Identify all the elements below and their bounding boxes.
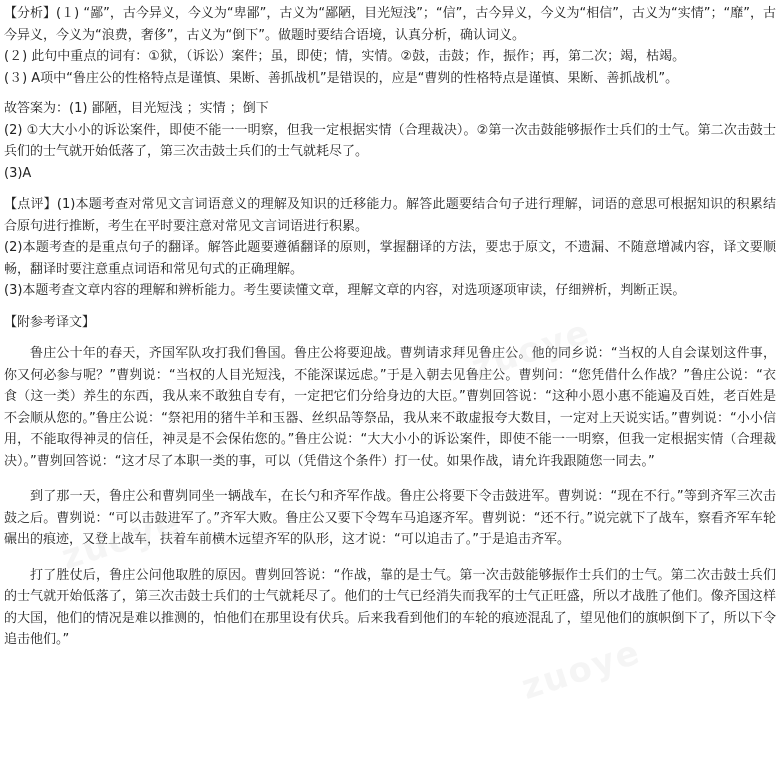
answer-line-1: 故答案为：(1) 鄙陋，目光短浅 ；实情 ；倒下 (4, 101, 269, 116)
comment-paragraph-2: (2)本题考查的是重点句子的翻译。解答此题要遵循翻译的原则，掌握翻译的方法，要忠于原文，不遗漏、不随意增减内容，译文要顺畅，翻译时要注意重点词语和常见句式的正确理解。 (4, 240, 776, 277)
analysis-paragraph-2: (２) 此句中重点的词有：①狱，（诉讼）案件；虽，即使；情，实情。②鼓，击鼓；作，振作；再，第二次；竭，枯竭。 (4, 49, 686, 64)
answer-line-2: (2) ①大大小小的诉讼案件，即使不能一一明察，但我一定根据实情（合理裁决）。②第一次击鼓能够振作士兵们的士气。第二次击鼓士兵们的士气就开始低落了，第三次击鼓士兵们的士气就耗尽了。 (4, 122, 776, 159)
watermark: zuoye (56, 502, 186, 578)
answer-line-3: (3)A (4, 165, 32, 181)
watermark: zuoye (516, 632, 646, 708)
translation-paragraph-3: 打了胜仗后，鲁庄公问他取胜的原因。曹刿回答说：“作战，靠的是士气。第一次击鼓能够振作士兵们的士气。第二次击鼓士兵们的士气就开始低落了，第三次击鼓士兵们的士气就耗尽了。他们的士气已经消失而我军的士气正旺盛，所以才战胜了他们。像齐国这样的大国，他们的情况是难以推测的，怕他们在那里设有伏兵。后来我看到他们的车轮的痕迹混乱了，望见他们的旗帜倒下了，所以下令追击他们。” (4, 567, 776, 647)
watermark: zuoye (466, 312, 596, 388)
translation-heading: 【附参考译文】 (4, 314, 96, 330)
comment-paragraph-3: (3)本题考查文章内容的理解和辨析能力。考生要读懂文章，理解文章的内容，对选项逐项审读，仔细辨析，判断正误。 (4, 283, 686, 298)
comment-paragraph-1: 【点评】(1)本题考查对常见文言词语意义的理解及知识的迁移能力。解答此题要结合句子进行理解，词语的意思可根据知识的积累结合原句进行推断，考生在平时要注意对常见文言词语进行积累。 (4, 197, 776, 234)
analysis-paragraph-1: 【分析】(１) “鄙”，古今异义，今义为“卑鄙”，古义为“鄙陋，目光短浅”；“信”，古今异义，今义为“相信”，古义为“实情”；“靡”，古今异义，今义为“浪费，奢侈”，古义为“倒下”。做题时要结合语境，认真分析，确认词义。 (4, 6, 776, 43)
translation-paragraph-2: 到了那一天，鲁庄公和曹刿同坐一辆战车，在长勺和齐军作战。鲁庄公将要下令击鼓进军。曹刿说：“现在不行。”等到齐军三次击鼓之后。曹刿说：“可以击鼓进军了。”齐军大败。鲁庄公又要下令驾车马追逐齐军。曹刿说：“还不行。”说完就下了战车，察看齐军车轮碾出的痕迹，又登上战车，扶着车前横木远望齐军的队形，这才说：“可以追击了。”于是追击齐军。 (4, 489, 776, 547)
analysis-paragraph-3: (３) A项中“鲁庄公的性格特点是谨慎、果断、善抓战机”是错误的，应是“曹刿的性格特点是谨慎、果断、善抓战机”。 (4, 70, 679, 86)
translation-paragraph-1: 鲁庄公十年的春天，齐国军队攻打我们鲁国。鲁庄公将要迎战。曹刿请求拜见鲁庄公。他的同乡说：“当权的人自会谋划这件事，你又何必参与呢？”曹刿说：“当权的人目光短浅，不能深谋远虑。”于是入朝去见鲁庄公。曹刿问：“您凭借什么作战？”鲁庄公说：“衣食（这一类）养生的东西，我从来不敢独自专有，一定把它们分给身边的大臣。”曹刿回答说：“这种小恩小惠不能遍及百姓，老百姓是不会顺从您的。”鲁庄公说：“祭祀用的猪牛羊和玉器、丝织品等祭品，我从来不敢虚报夸大数目，一定对上天说实话。”曹刿说：“小小信用，不能取得神灵的信任，神灵是不会保佑您的。”鲁庄公说：“大大小小的诉讼案件，即使不能一一明察，但我一定根据实情（合理裁决）。”曹刿回答说：“这才尽了本职一类的事，可以（凭借这个条件）打一仗。如果作战，请允许我跟随您一同去。” (4, 346, 776, 469)
